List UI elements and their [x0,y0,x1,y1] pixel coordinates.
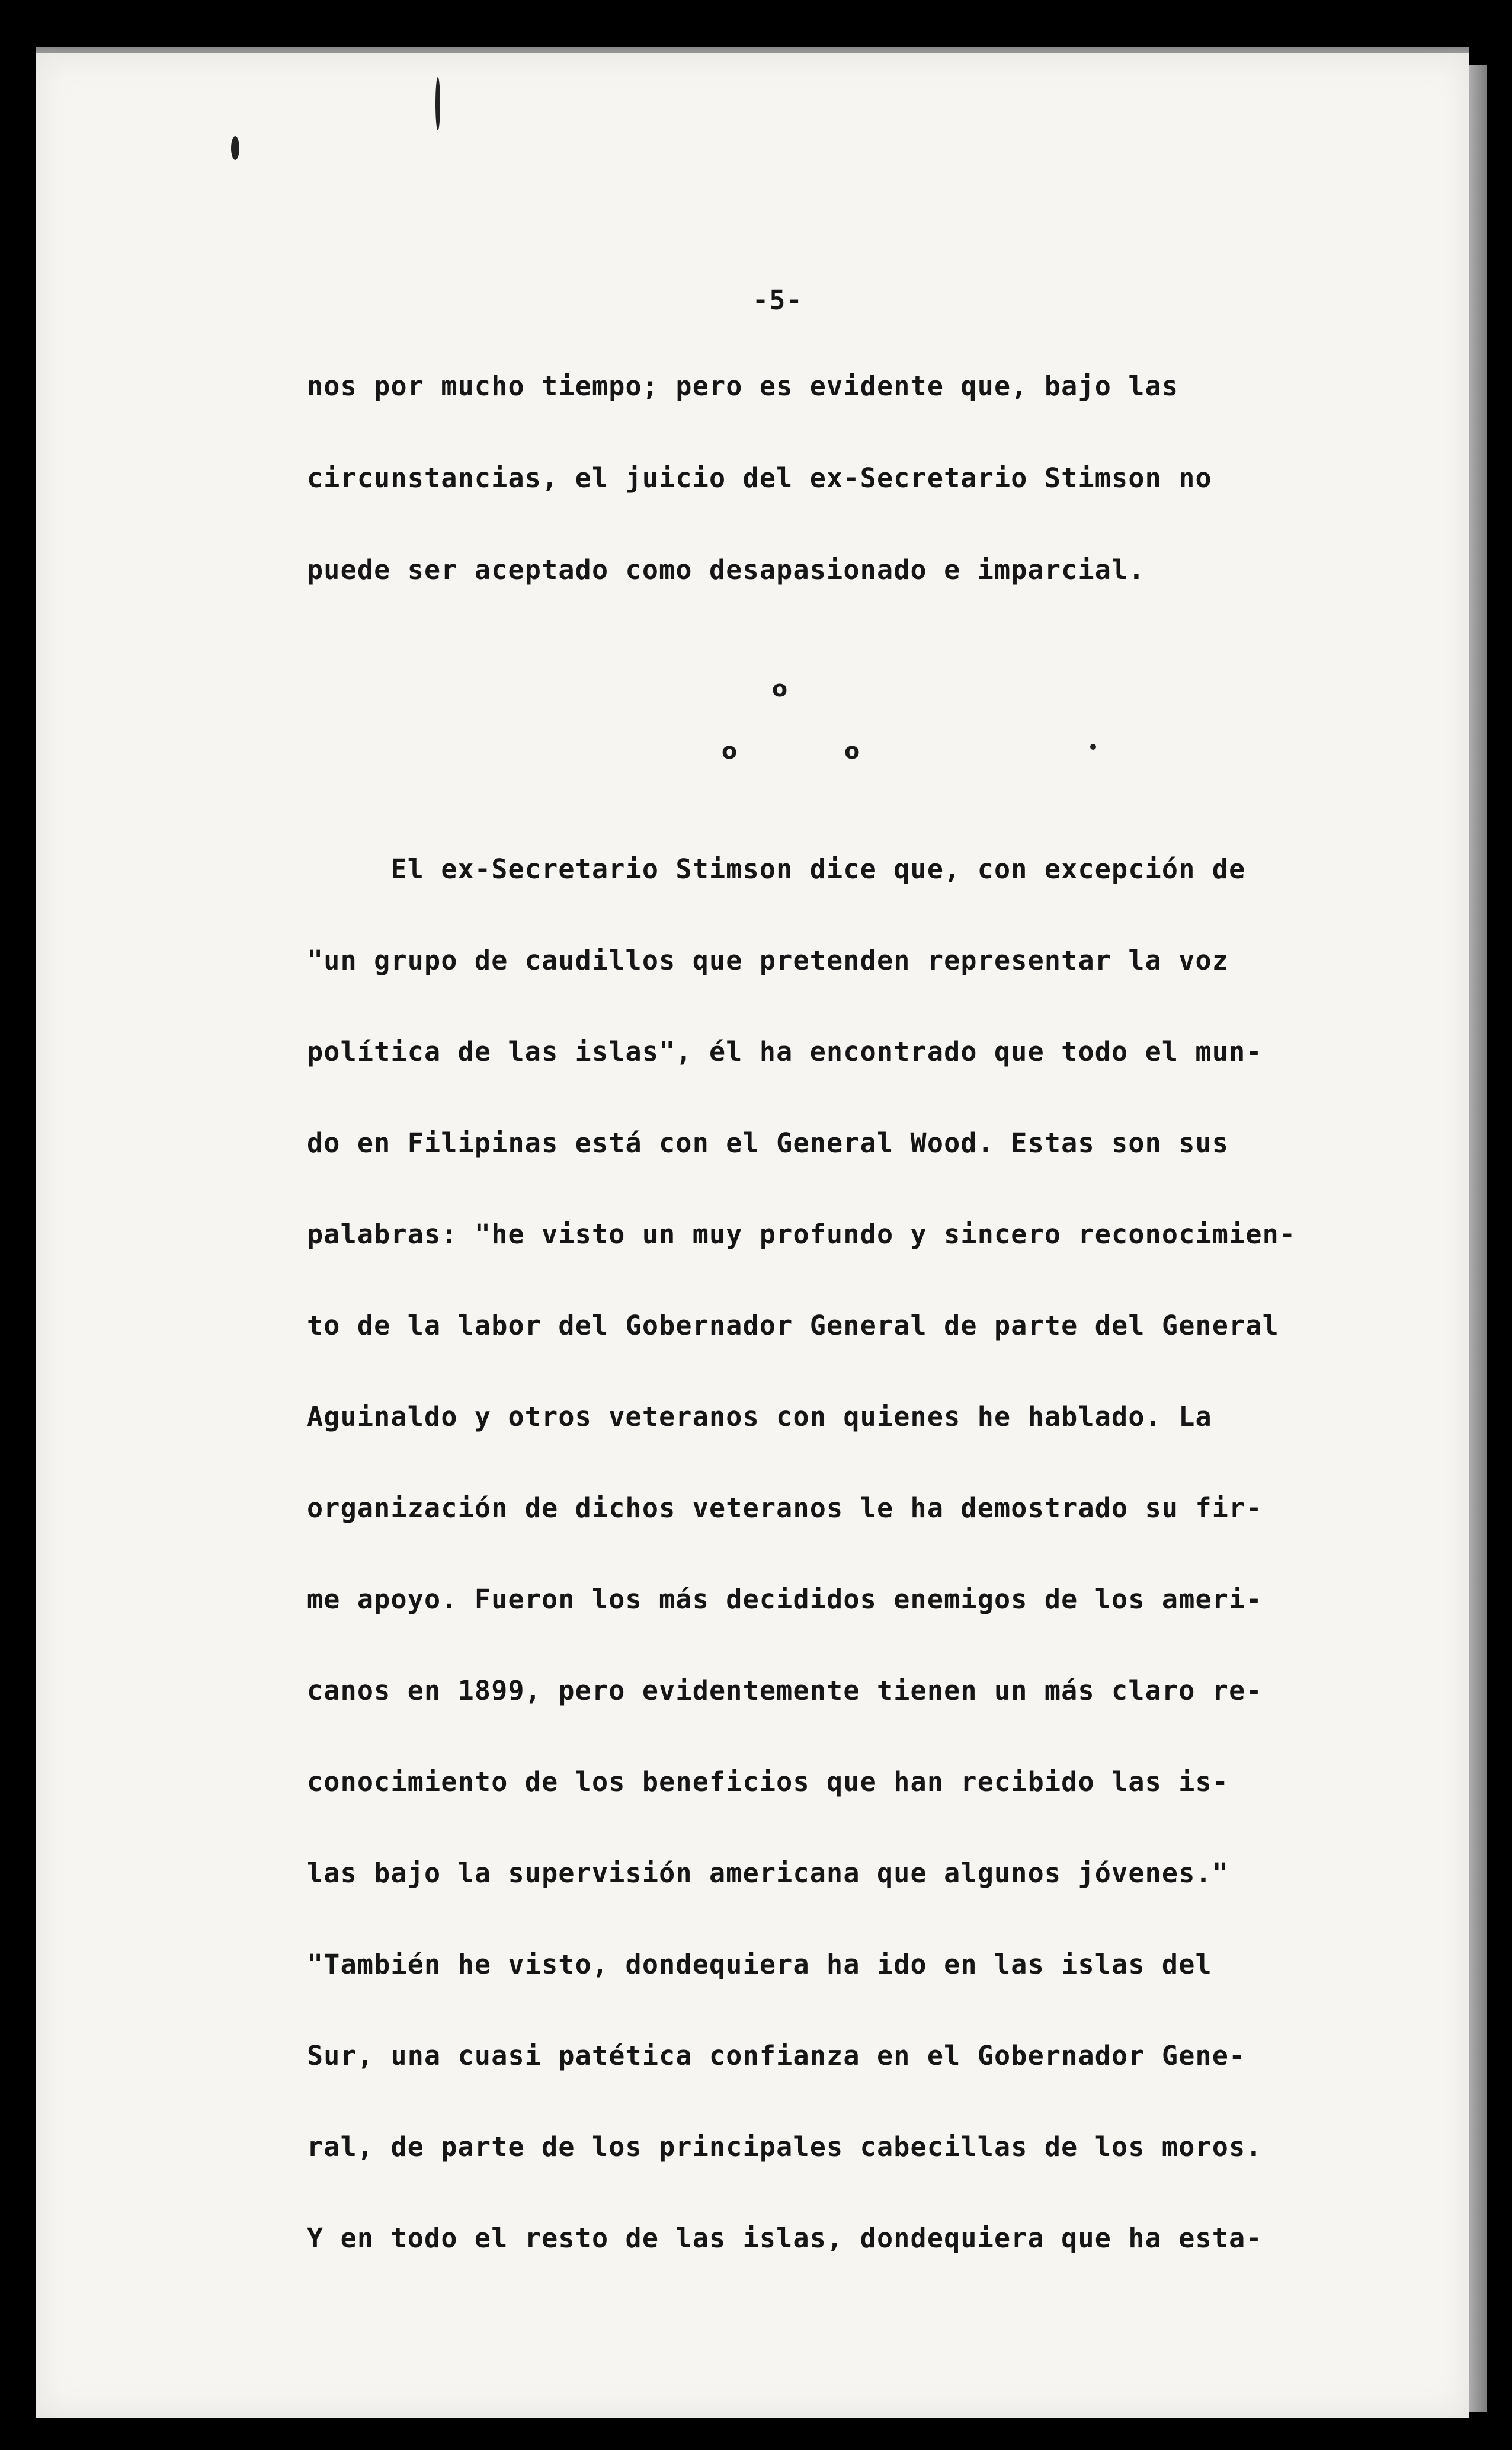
text-line: puede ser aceptado como desapasionado e imparcial. [307,554,1145,586]
text-line: canos en 1899, pero evidentemente tienen un más claro re- [307,1675,1263,1706]
text-line: ral, de parte de los principales cabecillas de los moros. [307,2131,1263,2163]
separator-dot-top: o [772,676,788,702]
text-line: El ex-Secretario Stimson dice que, con excepción de [307,853,1246,885]
text-line: me apoyo. Fueron los más decididos enemigos de los ameri- [307,1584,1263,1615]
text-line: Aguinaldo y otros veteranos con quienes he hablado. La [307,1401,1212,1432]
scan-speck [435,77,440,130]
text-line: conocimiento de los beneficios que han recibido las is- [307,1766,1229,1797]
text-line: palabras: "he visto un muy profundo y sincero reconocimien- [307,1218,1296,1250]
scan-speck [231,136,239,160]
text-line: "un grupo de caudillos que pretenden representar la voz [307,945,1229,976]
text-line: política de las islas", él ha encontrado que todo el mun- [307,1036,1263,1067]
text-line: nos por mucho tiempo; pero es evidente que, bajo las [307,370,1179,402]
text-line: circunstancias, el juicio del ex-Secretario Stimson no [307,462,1212,494]
separator-dot-right: o [844,738,860,764]
scan-speck [1090,744,1096,750]
text-line: organización de dichos veteranos le ha demostrado su fir- [307,1492,1263,1524]
text-line: "También he visto, dondequiera ha ido en las islas del [307,1949,1212,1980]
text-line: Y en todo el resto de las islas, dondequiera que ha esta- [307,2222,1263,2254]
text-line: to de la labor del Gobernador General de parte del General [307,1310,1279,1341]
text-line: las bajo la supervisión americana que algunos jóvenes." [307,1857,1229,1889]
page-number: -5- [752,284,803,316]
separator-dot-left: o [722,738,738,764]
text-line: Sur, una cuasi patética confianza en el Gobernador Gene- [307,2040,1246,2071]
text-line: do en Filipinas está con el General Wood. Estas son sus [307,1127,1229,1159]
